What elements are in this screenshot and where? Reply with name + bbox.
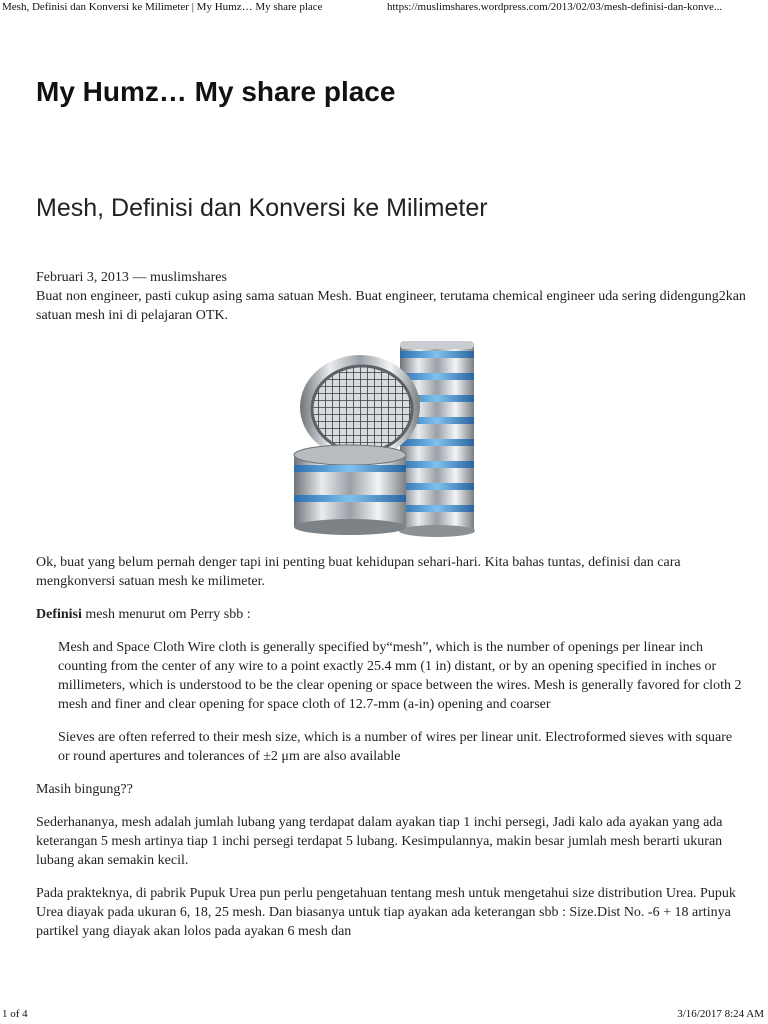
paragraph-2: Masih bingung?? <box>36 782 133 797</box>
sieve-stack-front <box>294 445 406 535</box>
print-header <box>0 0 768 18</box>
post-content <box>36 268 746 955</box>
paragraph-1: Ok, buat yang belum pernah denger tapi ini penting buat kehidupan sehari-hari. Kita bahas tuntas, definisi dan cara mengkonversi satuan mesh ke milimeter. <box>36 555 681 589</box>
intro-paragraph: Buat non engineer, pasti cukup asing sama satuan Mesh. Buat engineer, terutama chemical engineer uda sering didengung2kan satuan mesh ini di pelajaran OTK. <box>36 289 746 323</box>
print-header-url[interactable]: https://muslimshares.wordpress.com/2013/02/03/mesh-definisi-dan-konve... <box>387 1 723 13</box>
definisi-text: mesh menurut om Perry sbb : <box>81 607 251 622</box>
sieve-image-figure <box>36 337 746 541</box>
sieve-stack-right <box>399 341 475 537</box>
print-datetime: 3/16/2017 8:24 AM <box>677 1008 764 1020</box>
post-author[interactable]: muslimshares <box>149 270 227 285</box>
sieve-tilted-mesh <box>300 355 420 459</box>
post-date[interactable]: Februari 3, 2013 <box>36 270 129 285</box>
blockquote-2: Sieves are often referred to their mesh size, which is a number of wires per linear unit. Electroformed sieves with square or round apertures and tolerances of ±2 μm are also available <box>58 730 733 764</box>
blockquote-1: Mesh and Space Cloth Wire cloth is generally specified by“mesh”, which is the number of openings per linear inch counting from the center of any wire to a point exactly 25.4 mm (1 in) distant, or by an opening specified in inches or millimeters, which is understood to be the clear opening or space between the wires. Mesh is generally favored for cloth 2 mesh and finer and clear opening for space cloth of 12.7-mm (a-in) opening and coarser <box>58 640 742 712</box>
definisi-paragraph <box>36 605 746 624</box>
page-number: 1 of 4 <box>2 1008 28 1020</box>
paragraph-4: Pada prakteknya, di pabrik Pupuk Urea pun perlu pengetahuan tentang mesh untuk mengetahui size distribution Urea. Pupuk Urea diayak pada ukuran 6, 18, 25 mesh. Dan biasanya untuk tiap ayakan ada keterangan sbb : Size.Dist No. -6 + 18 artinya partikel yang diayak akan lolos pada ayakan 6 mesh dan <box>36 886 736 939</box>
definisi-bold: Definisi <box>36 607 82 622</box>
post-meta <box>36 268 746 287</box>
site-title[interactable]: My Humz… My share place <box>36 76 396 107</box>
print-header-title: Mesh, Definisi dan Konversi ke Milimeter | My Humz… My share place <box>2 1 323 13</box>
sieve-stack-image <box>290 337 478 541</box>
meta-separator: — <box>132 270 147 285</box>
post-title: Mesh, Definisi dan Konversi ke Milimeter <box>36 194 488 222</box>
paragraph-3: Sederhananya, mesh adalah jumlah lubang yang terdapat dalam ayakan tiap 1 inchi persegi, Jadi kalo ada ayakan yang ada keterangan 5 mesh artinya tiap 1 inchi persegi terdapat 5 lubang. Kesimpulannya, makin besar jumlah mesh berarti ukuran lubang akan semakin kecil. <box>36 815 723 868</box>
print-footer <box>0 1008 768 1024</box>
